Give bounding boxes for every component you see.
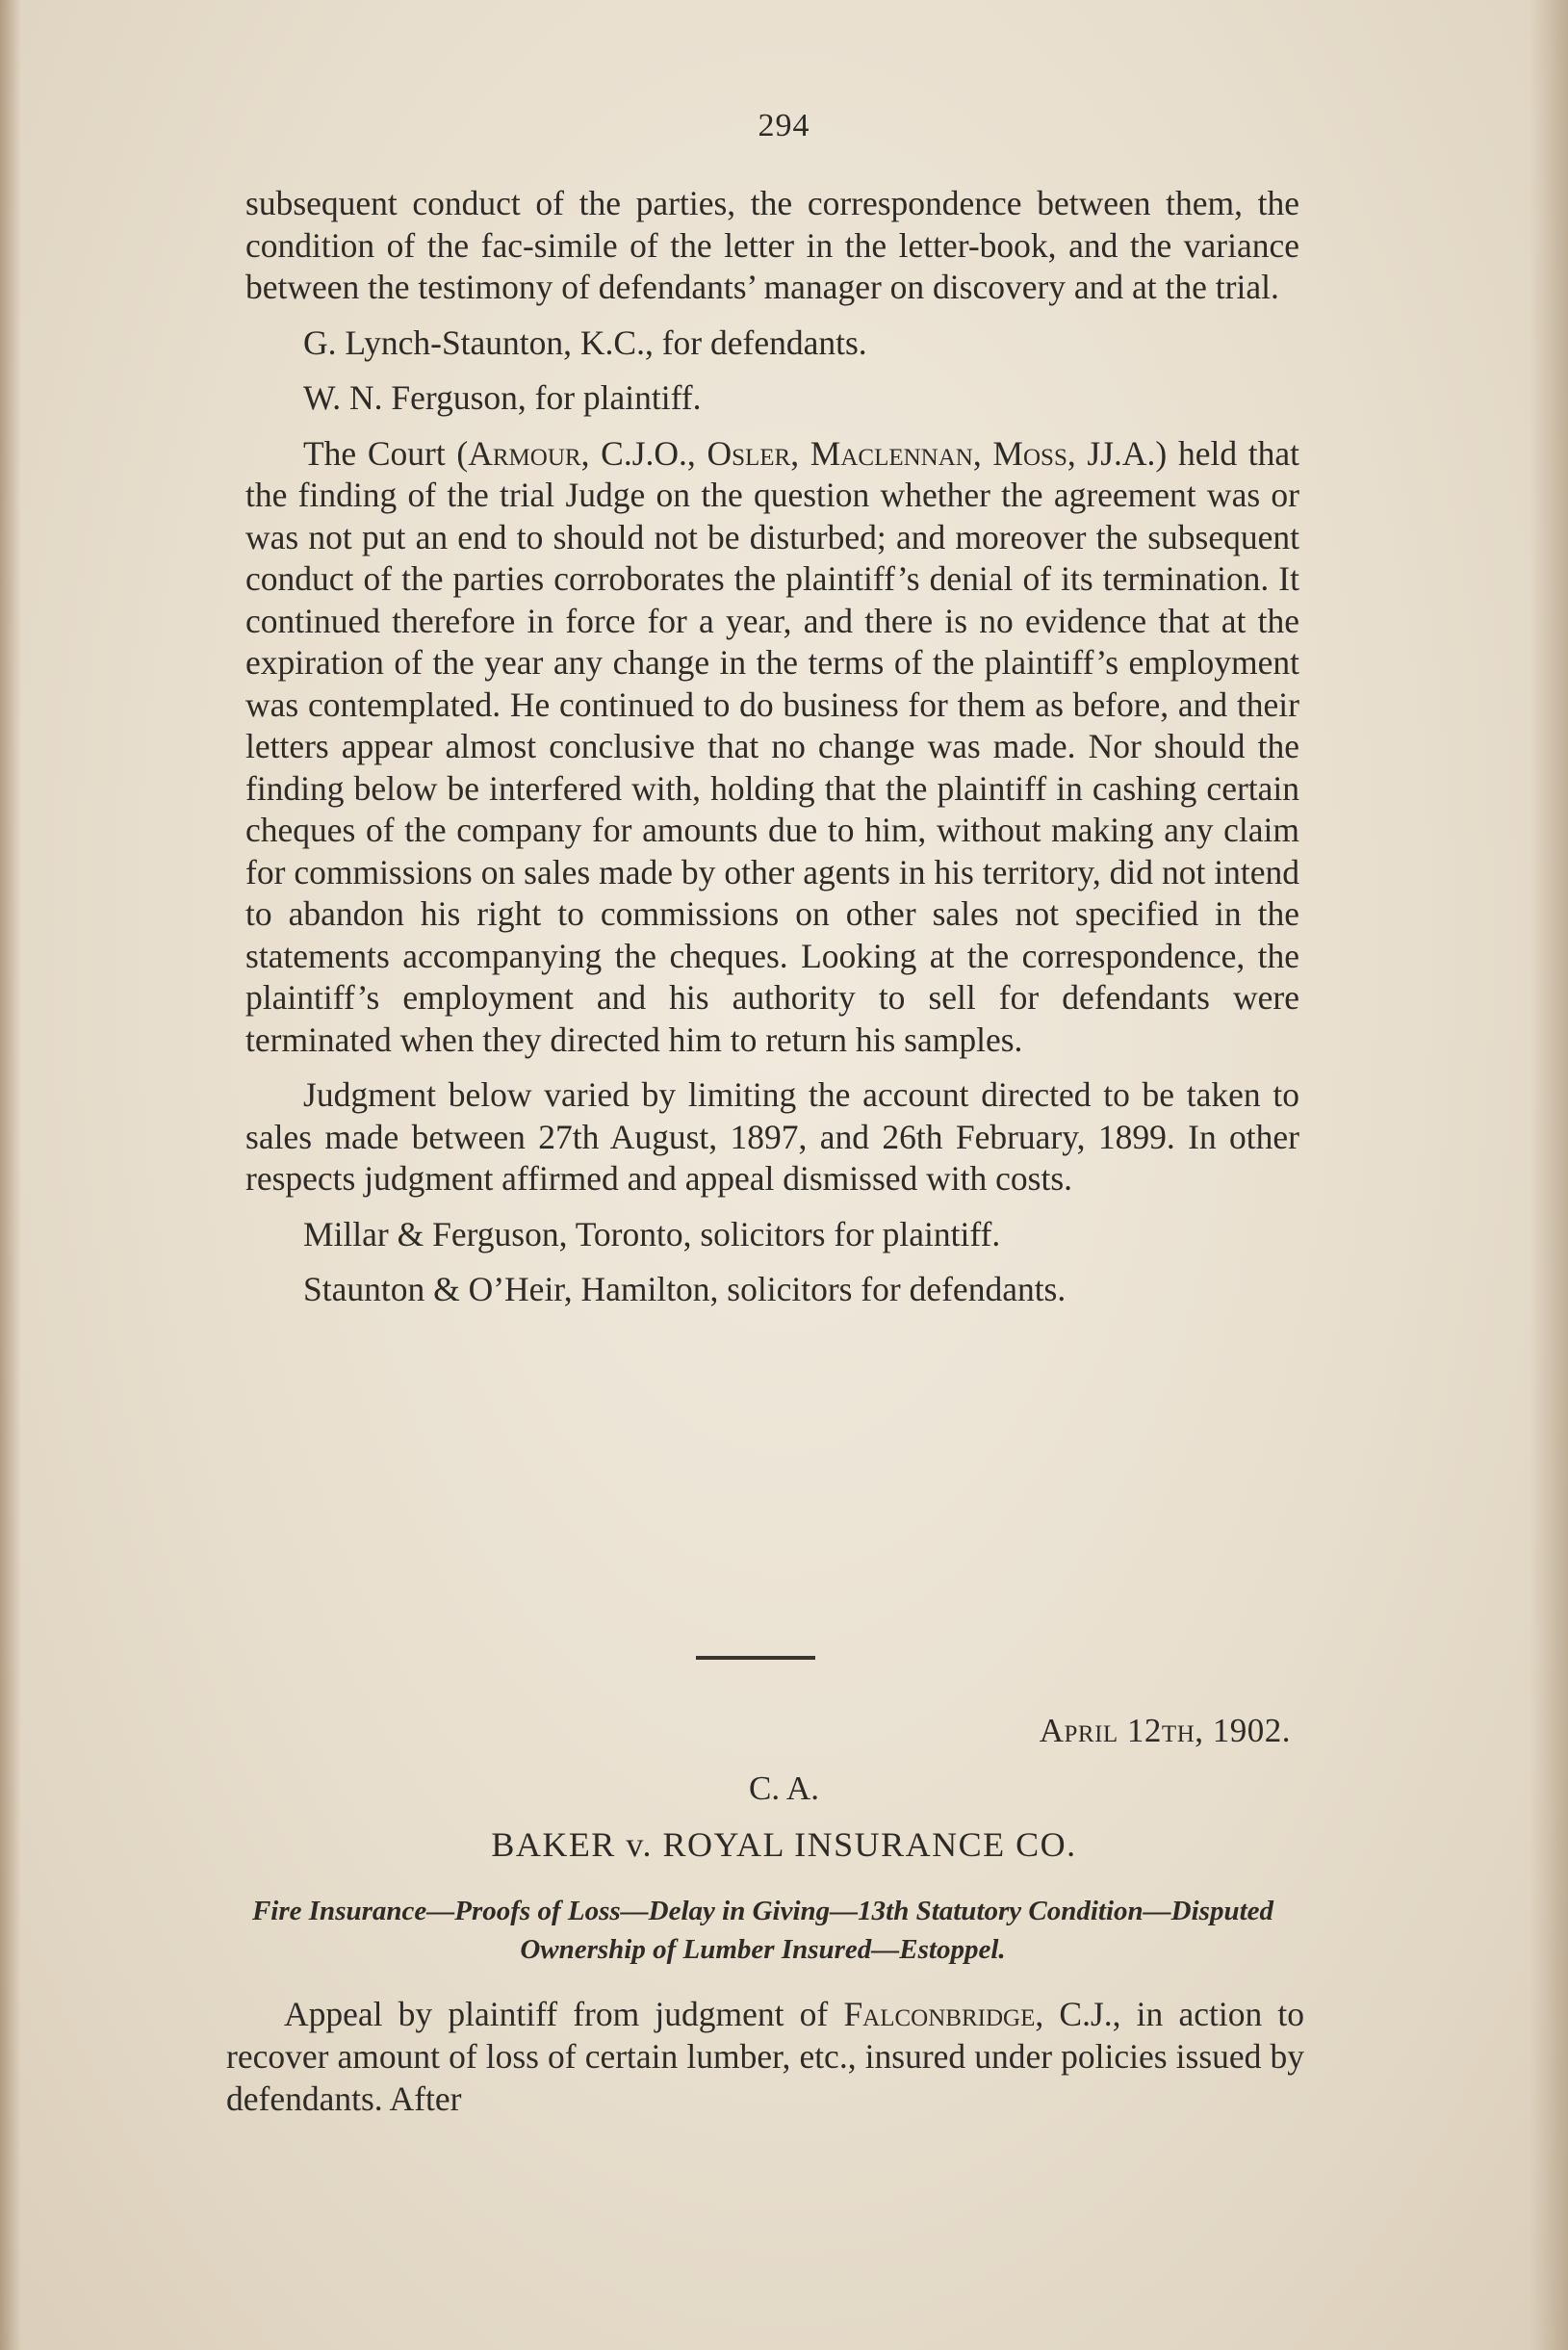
appeal-intro: Appeal by plaintiff from judgment of — [284, 1995, 844, 2033]
section-divider — [696, 1656, 815, 1660]
counsel-defendants: G. Lynch-Staunton, K.C., for defendants. — [303, 323, 867, 362]
judge-maclennan: Maclennan — [810, 433, 973, 473]
solicitors-defendants: Staunton & O’Heir, Hamilton, solicitors for defendants. — [303, 1270, 1067, 1308]
case-date: April 12th, 1902. — [1039, 1712, 1291, 1749]
judge-moss: Moss — [992, 433, 1067, 473]
opening-paragraph: subsequent conduct of the parties, the correspondence between them, the condition of the fac-simile of the letter in the letter-book, and the variance between the testimony of defendants’ manager on discovery and at the trial. — [245, 184, 1299, 306]
solicitors-plaintiff: Millar & Ferguson, Toronto, solicitors for plaintiff. — [303, 1214, 1001, 1253]
court-intro: The Court ( — [303, 433, 469, 473]
page-number: 294 — [758, 108, 810, 143]
case-title: BAKER v. ROYAL INSURANCE CO. — [491, 1825, 1077, 1864]
judge-osler: Osler — [707, 433, 791, 473]
judge-armour: Armour — [468, 433, 581, 473]
previous-case-conclusion — [245, 183, 1299, 1311]
separator: , — [972, 433, 993, 473]
judgment-paragraph: Judgment below varied by limiting the account directed to be taken to sales made between 27th August, 1897, and 26th February, 1899. In other respects judgment affirmed and appeal dismissed with costs. — [245, 1075, 1299, 1198]
court-holding-text: held that the finding of the trial Judge on the question whether the agreement was or was not put an end to should not be disturbed; and moreover the subsequent conduct of the parties corroborates the plaintiff’s denial of its termination. It continued therefore in force for a year, and there is no evidence that at the expiration of the year any change in the terms of the plaintiff’s employment was contemplated. He continued to do business for them as before, and their letters appear almost conclusive that no change was made. Nor should the finding below be interfered with, holding that the plaintiff in cashing certain cheques of the company for amounts due to him, without making any claim for commissions on sales made by other agents in his territory, did not intend to abandon his right to commissions on other sales not specified in the statements accompanying the cheques. Looking at the correspondence, the plaintiff’s employment and his authority to sell for defendants were terminated when they directed him to return his samples. — [245, 433, 1299, 1059]
court-holding-paragraph — [245, 433, 1299, 1062]
judge-armour-title: , C.J.O., — [580, 433, 707, 473]
case-headnote: Fire Insurance—Proofs of Loss—Delay in Giving—13th Statutory Condition—Disputed Ownership of Lumber Insured—Estoppel. — [251, 1896, 1274, 1965]
court-abbreviation: C. A. — [749, 1769, 819, 1807]
appeal-rest: , C.J., in action to recover amount of loss of certain lumber, etc., insured under policies issued by defendants. After — [226, 1995, 1304, 2118]
appeal-paragraph-block — [226, 1993, 1304, 2120]
appeal-paragraph — [226, 1993, 1304, 2120]
appeal-judge: Falconbridge — [843, 1995, 1036, 2033]
counsel-plaintiff: W. N. Ferguson, for plaintiff. — [303, 378, 702, 417]
judges-end: , JJ.A.) — [1067, 433, 1178, 473]
separator: , — [790, 433, 810, 473]
